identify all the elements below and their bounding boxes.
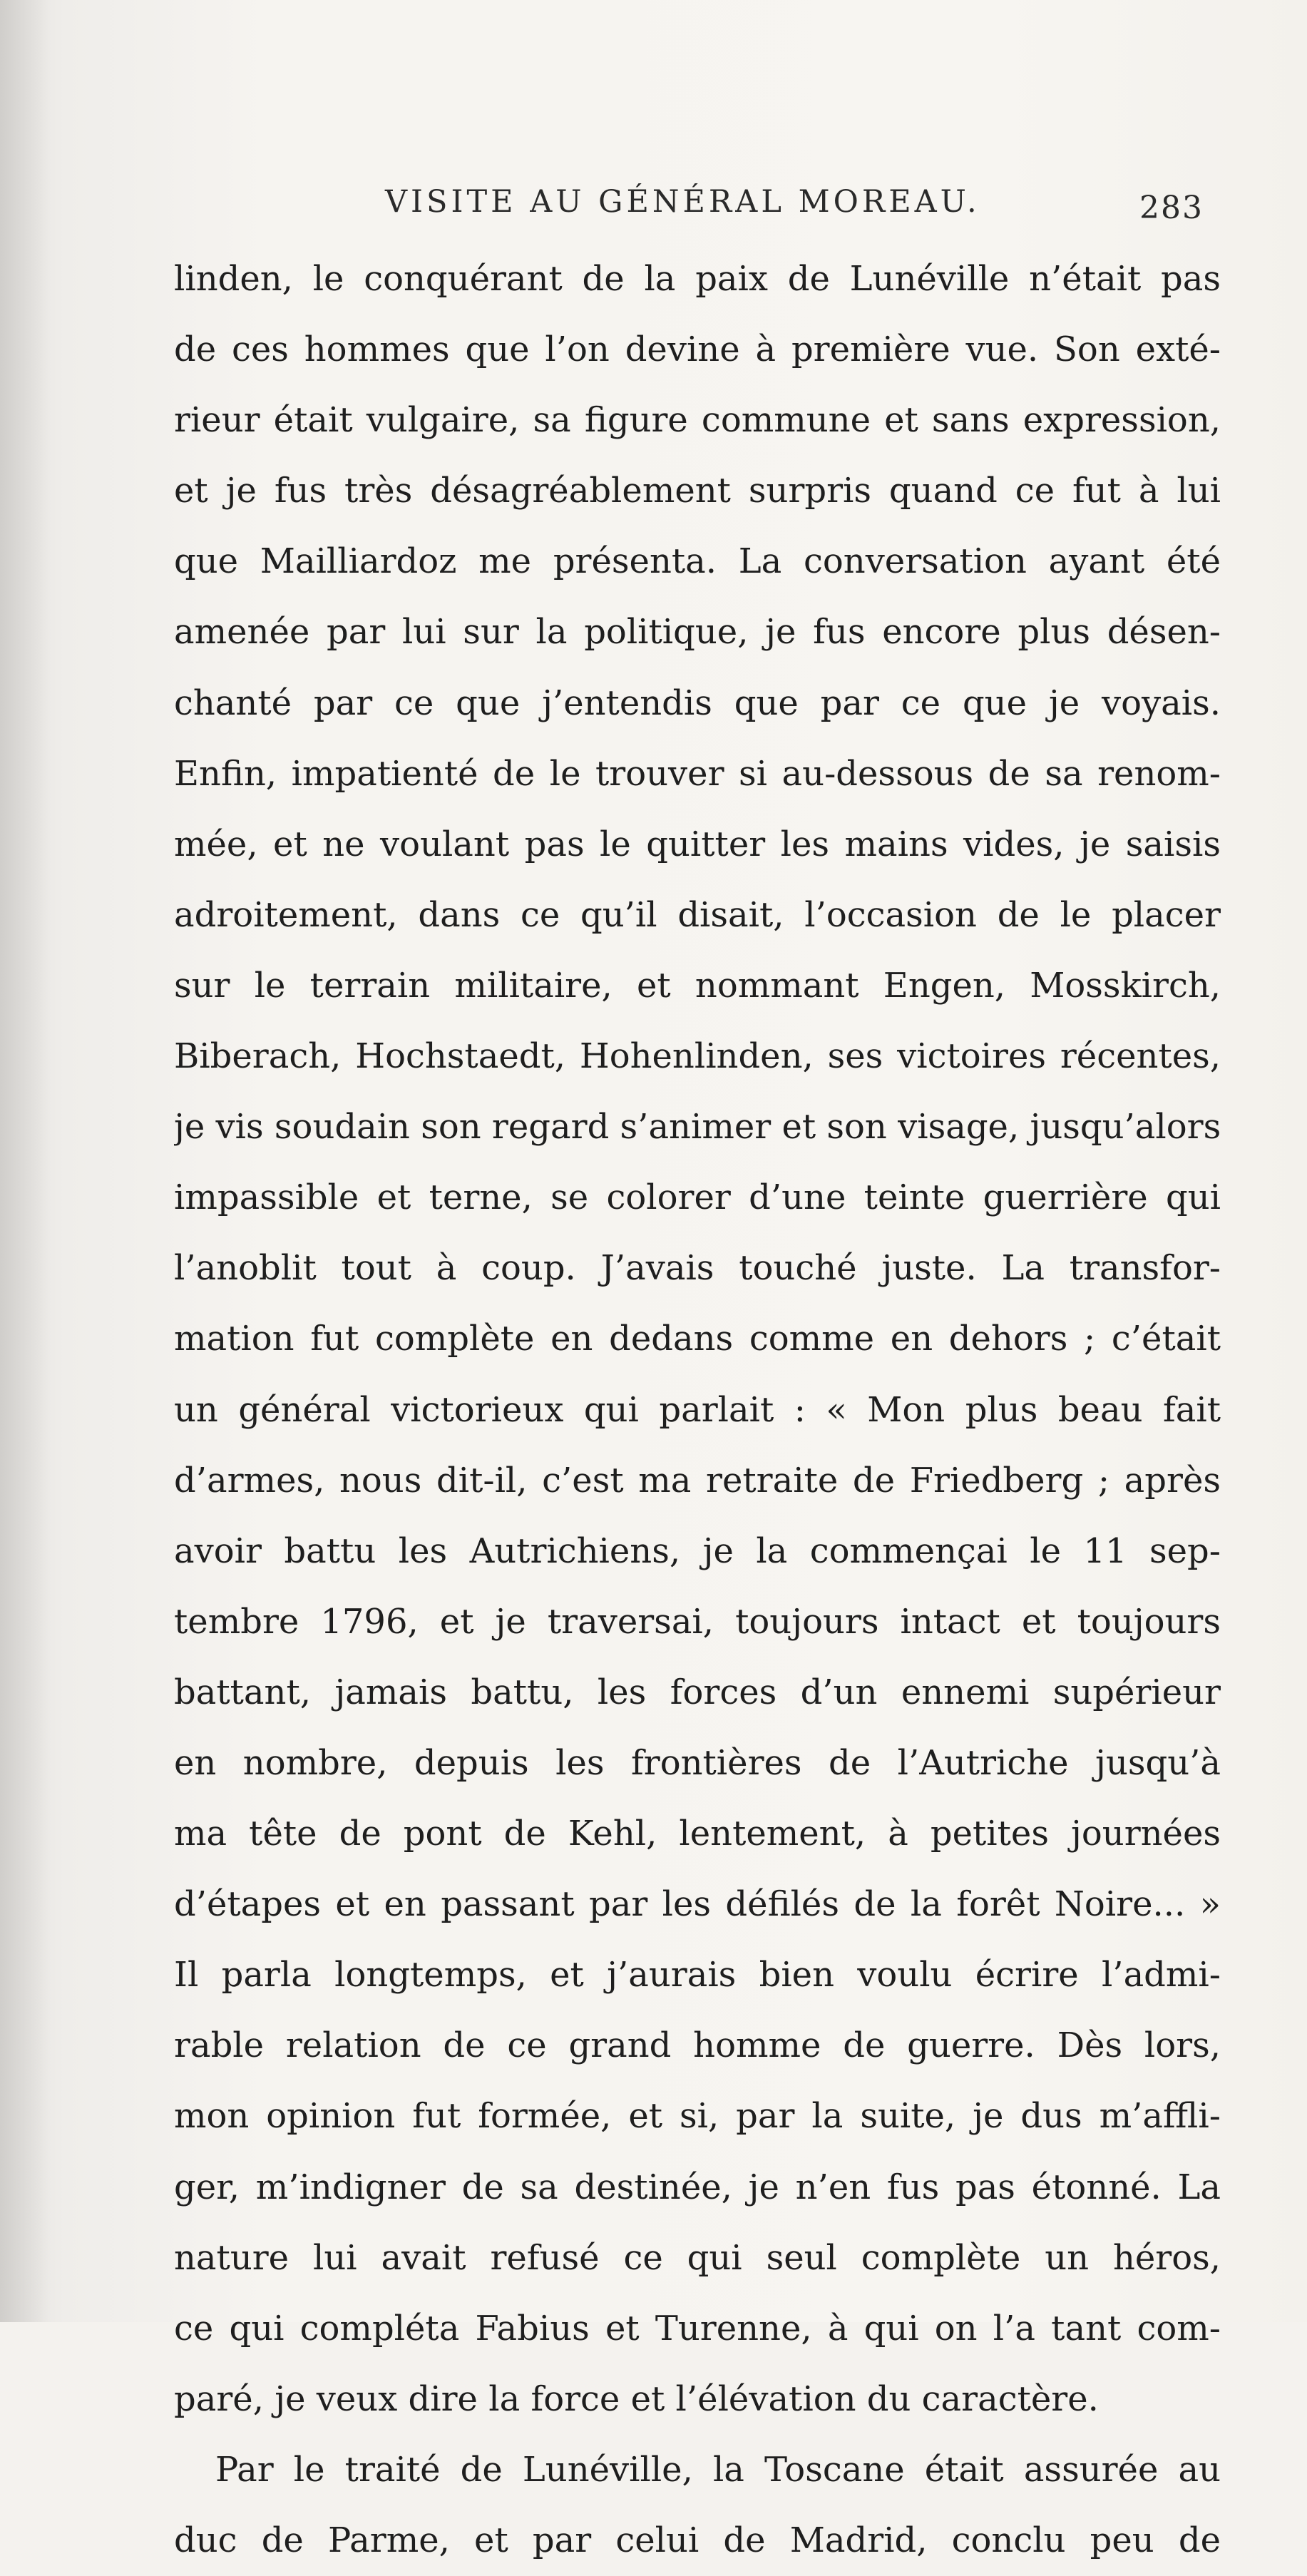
text-line: que Mailliardoz me présenta. La conversation ayant été [174,541,1221,582]
text-line: rieur était vulgaire, sa figure commune et sans expression, [174,400,1221,441]
text-line: de ces hommes que l’on devine à première vue. Son exté- [174,329,1221,370]
text-line: mée, et ne voulant pas le quitter les mains vides, je saisis [174,824,1221,864]
text-line: un général victorieux qui parlait : « Mon plus beau fait [174,1389,1221,1430]
binding-shadow [0,0,50,2322]
text-line: mation fut complète en dedans comme en dehors ; c’était [174,1319,1221,1359]
text-line: ger, m’indigner de sa destinée, je n’en fus pas étonné. La [174,2167,1221,2207]
body-text [174,244,1221,2576]
text-line: tembre 1796, et je traversai, toujours intact et toujours [174,1601,1221,1642]
text-line-paragraph-end: paré, je veux dire la force et l’élévation du caractère. [174,2378,1099,2419]
text-line: Biberach, Hochstaedt, Hohenlinden, ses victoires récentes, [174,1036,1221,1077]
text-line: ce qui compléta Fabius et Turenne, à qui on l’a tant com- [174,2308,1221,2348]
page-number: 283 [1139,190,1204,226]
text-line: duc de Parme, et par celui de Madrid, conclu peu de [174,2520,1221,2560]
text-line: Enfin, impatienté de le trouver si au-dessous de sa renom- [174,753,1221,794]
text-line: adroitement, dans ce qu’il disait, l’occasion de le placer [174,894,1221,935]
text-line: rable relation de ce grand homme de guerre. Dès lors, [174,2025,1221,2066]
text-line: sur le terrain militaire, et nommant Engen, Mosskirch, [174,965,1221,1006]
text-line: mon opinion fut formée, et si, par la suite, je dus m’affli- [174,2096,1221,2137]
text-line: impassible et terne, se colorer d’une teinte guerrière qui [174,1177,1221,1218]
text-line: Il parla longtemps, et j’aurais bien voulu écrire l’admi- [174,1955,1221,1995]
text-line: amenée par lui sur la politique, je fus encore plus désen- [174,612,1221,653]
text-line: ma tête de pont de Kehl, lentement, à petites journées [174,1814,1221,1854]
text-line: avoir battu les Autrichiens, je la commençai le 11 sep- [174,1530,1221,1571]
text-line-paragraph-start: Par le traité de Lunéville, la Toscane était assurée au [215,2449,1221,2490]
text-line: d’armes, nous dit-il, c’est ma retraite de Friedberg ; après [174,1460,1221,1501]
running-title: VISITE AU GÉNÉRAL MOREAU. [385,184,980,220]
text-line: je vis soudain son regard s’animer et son visage, jusqu’alors [174,1107,1221,1148]
text-line: linden, le conquérant de la paix de Lunéville n’était pas [174,259,1221,299]
text-line: nature lui avait refusé ce qui seul complète un héros, [174,2237,1221,2278]
text-line: battant, jamais battu, les forces d’un ennemi supérieur [174,1672,1221,1712]
text-line: d’étapes et en passant par les défilés de la forêt Noire... » [174,1884,1221,1925]
text-line: en nombre, depuis les frontières de l’Autriche jusqu’à [174,1742,1221,1783]
text-line: chanté par ce que j’entendis que par ce que je voyais. [174,683,1221,723]
text-line: et je fus très désagréablement surpris quand ce fut à lui [174,471,1221,511]
text-line: l’anoblit tout à coup. J’avais touché juste. La transfor- [174,1248,1221,1289]
